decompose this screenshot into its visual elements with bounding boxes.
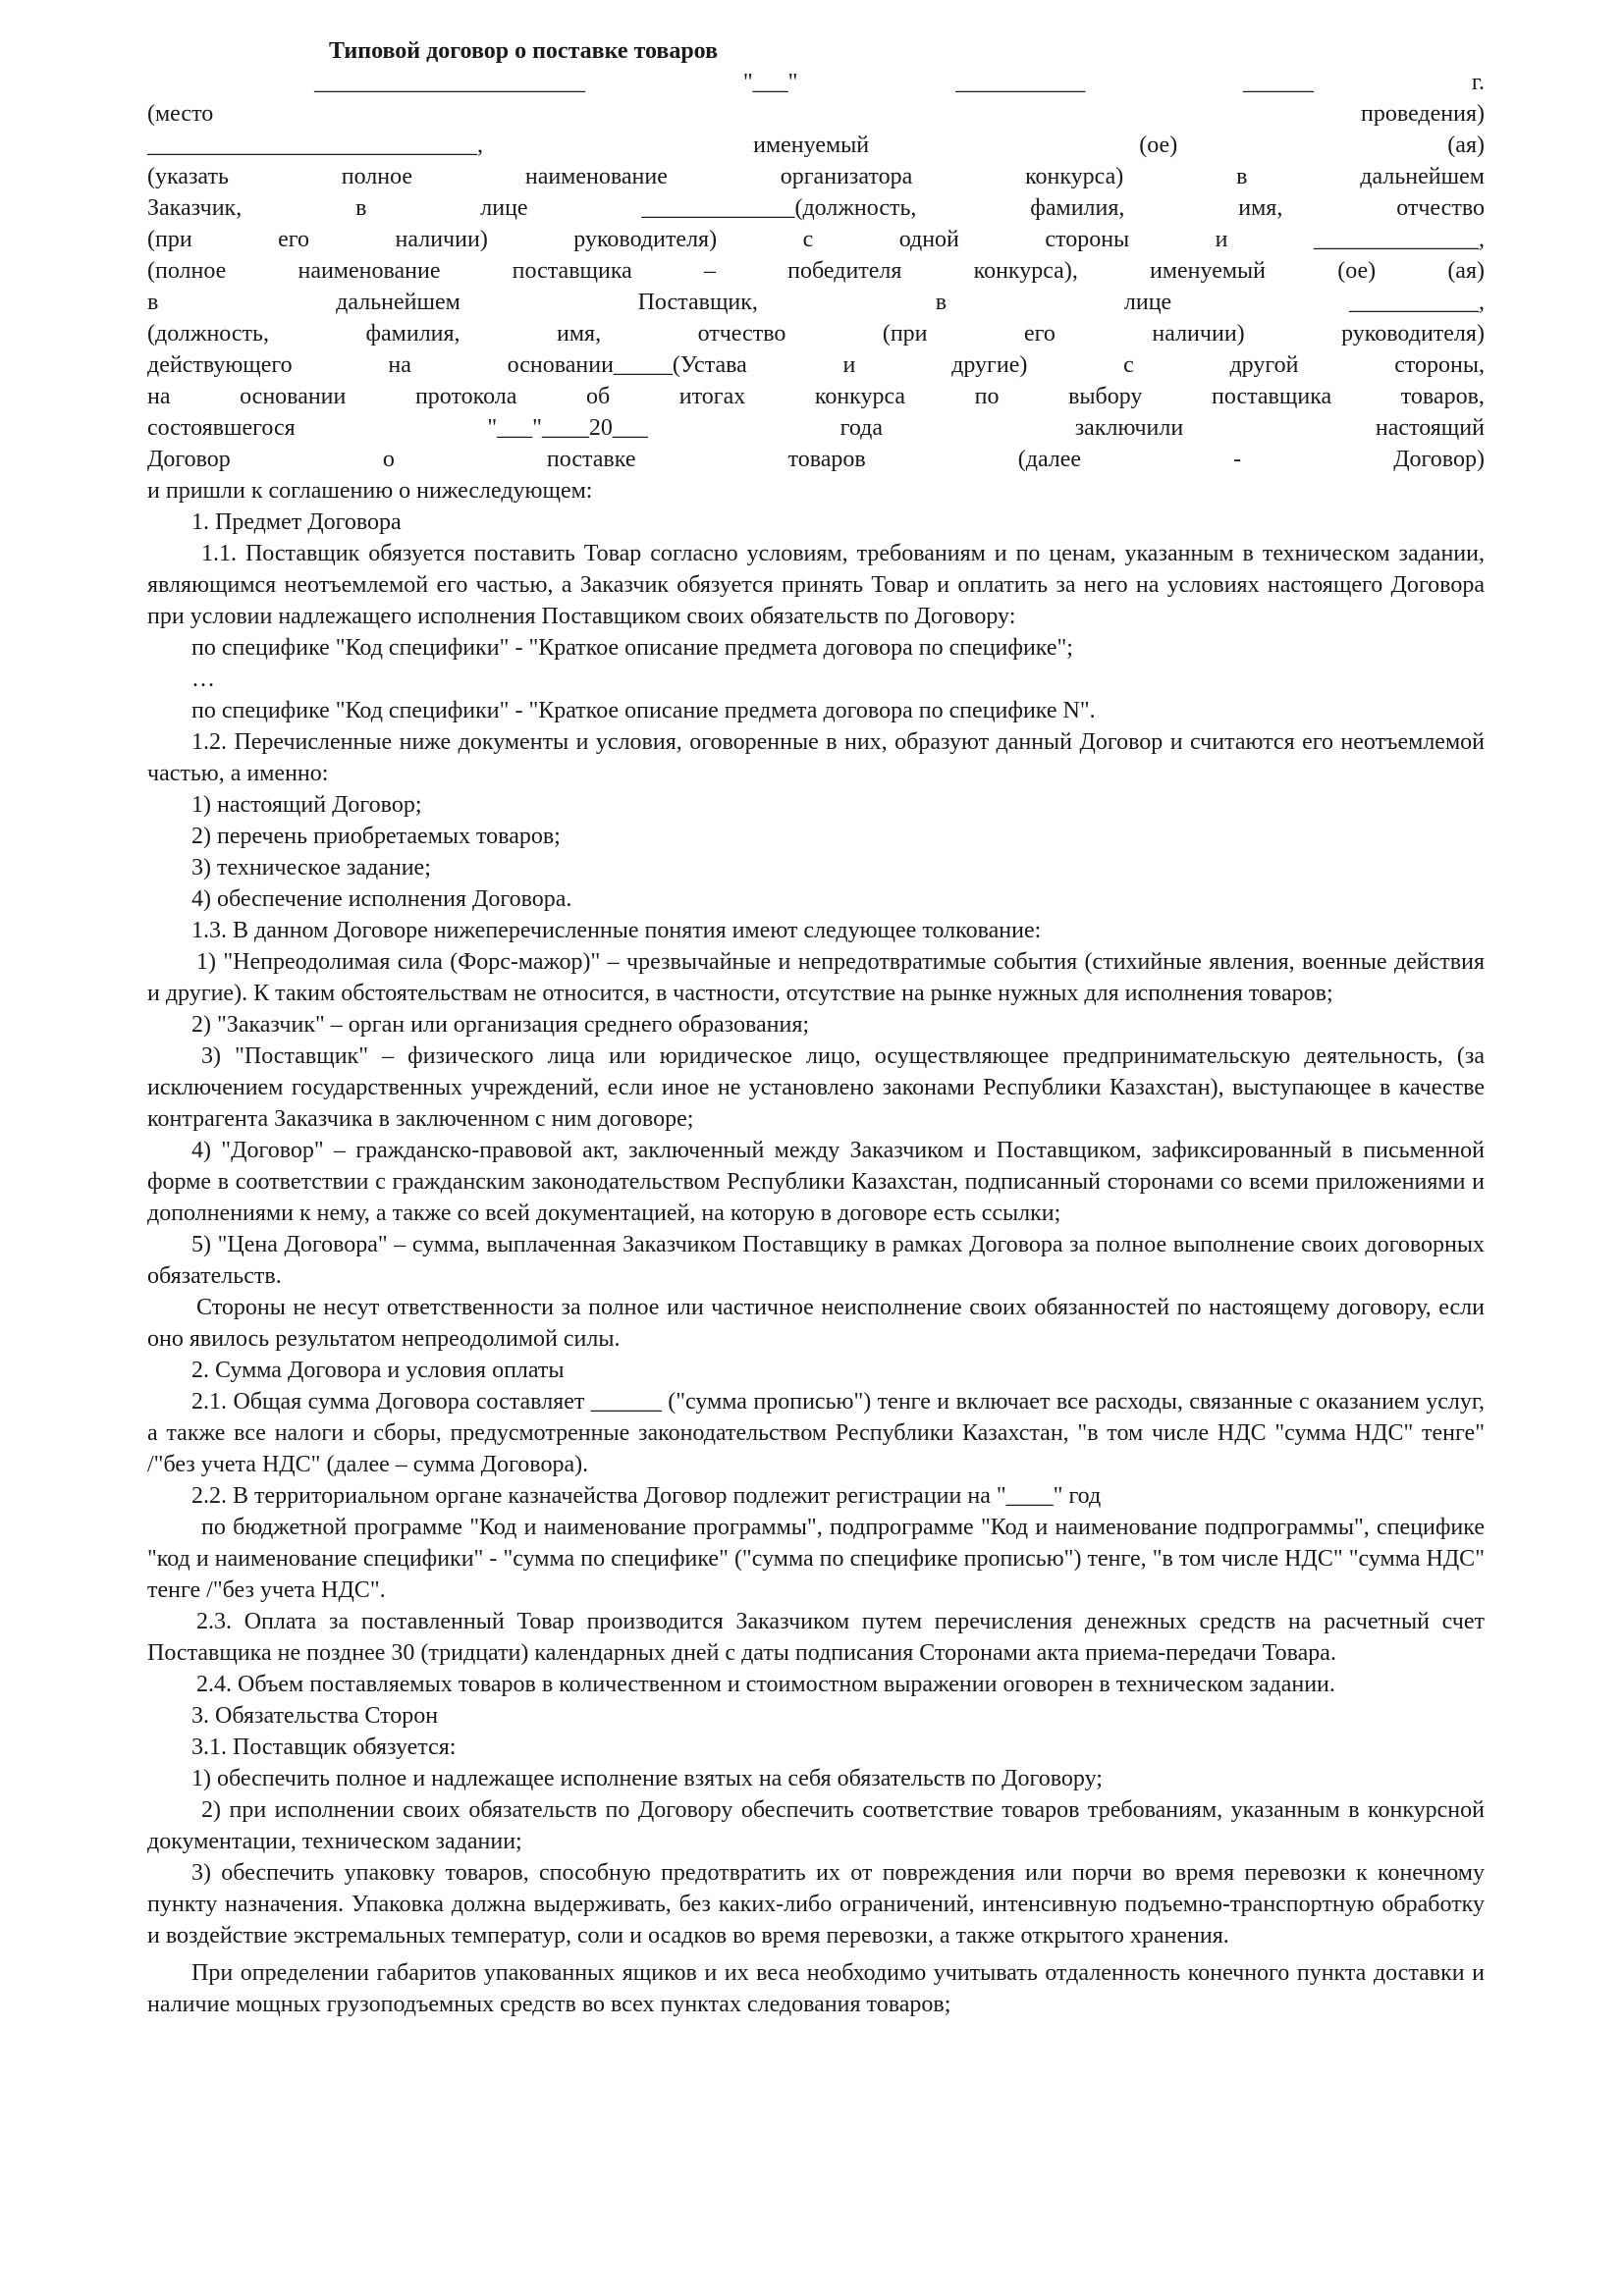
definition-supplier: 3) "Поставщик" – физического лица или юридическое лицо, осуществляющее предпринимательскую деятельность, (за исключением государственных учреждений, если иное не установлено законами Республики Казахстан), выступающее в качестве контрагента Заказчика в заключенном с ним договоре; bbox=[147, 1043, 1485, 1132]
preamble-row bbox=[147, 349, 1485, 381]
preamble-word: (полное bbox=[147, 258, 227, 284]
preamble-closing: и пришли к соглашению о нижеследующем: bbox=[147, 478, 593, 504]
definition-price: 5) "Цена Договора" – сумма, выплаченная Заказчиком Поставщику в рамках Договора за полное выполнение своих договорных обязательств. bbox=[147, 1232, 1485, 1289]
preamble-word: (указать bbox=[147, 164, 229, 189]
section-heading: 2. Сумма Договора и условия оплаты bbox=[191, 1358, 565, 1383]
preamble-word: действующего bbox=[147, 352, 293, 378]
clause-2-2: 2.2. В территориальном органе казначейства Договор подлежит регистрации на "____" год bbox=[191, 1483, 1102, 1509]
clause-2-1: 2.1. Общая сумма Договора составляет ______ ("сумма прописью") тенге и включает все расходы, связанные с оказанием услуг, а также все налоги и сборы, предусмотренные законодательством Республики Казахстан, "в том числе НДС "сумма НДС" тенге" /"без учета НДС" (далее – сумма Договора). bbox=[147, 1389, 1485, 1477]
list-item: 3) техническое задание; bbox=[191, 855, 431, 881]
clause-1-3: 1.3. В данном Договоре нижеперечисленные понятия имеют следующее толкование: bbox=[191, 918, 1042, 943]
preamble-word: имя, bbox=[1238, 195, 1283, 221]
preamble-word: и bbox=[1215, 227, 1228, 252]
preamble-word: Договор bbox=[147, 447, 231, 472]
preamble-word: конкурса bbox=[814, 384, 906, 409]
clause-1-1: 1.1. Поставщик обязуется поставить Товар согласно условиям, требованиям и по ценам, указанным в техническом задании, являющимся неотъемлемой его частью, а Заказчик обязуется принять Товар и оплатить за него на условиях настоящего Договора при условии надлежащего исполнения Поставщиком своих обязательств по Договору: bbox=[147, 541, 1485, 629]
preamble-word: основании_____(Устава bbox=[507, 352, 747, 378]
force-majeure-clause: Стороны не несут ответственности за полное или частичное неисполнение своих обязанностей по настоящему договору, если оно явилось результатом непреодолимой силы. bbox=[147, 1295, 1485, 1352]
preamble-row bbox=[147, 412, 1485, 444]
obligation-item: 3) обеспечить упаковку товаров, способную предотвратить их от повреждения или порчи во время перевозки к конечному пункту назначения. Упаковка должна выдерживать, без каких-либо ограничений, интенсивную подъемно-транспортную обработку и воздействие экстремальных температур, соли и осадков во время перевозки, а также открытого хранения. bbox=[147, 1860, 1485, 1949]
preamble-word: наличии) bbox=[395, 227, 488, 252]
preamble-word: другой bbox=[1229, 352, 1299, 378]
clause-1-2: 1.2. Перечисленные ниже документы и условия, оговоренные в них, образуют данный Договор и считаются его неотъемлемой частью, а именно: bbox=[147, 729, 1485, 786]
preamble-word: конкурса) bbox=[1025, 164, 1124, 189]
preamble-word: (ая) bbox=[1447, 258, 1485, 284]
preamble-word: Заказчик, bbox=[147, 195, 243, 221]
preamble-word: (далее bbox=[1017, 447, 1082, 472]
preamble-word: отчество bbox=[1396, 195, 1485, 221]
preamble-word: проведения) bbox=[1361, 101, 1485, 127]
clause-2-3: 2.3. Оплата за поставленный Товар производится Заказчиком путем перечисления денежных средств на расчетный счет Поставщика не позднее 30 (тридцати) календарных дней с даты подписания Сторонами акта приема-передачи Товара. bbox=[147, 1609, 1485, 1666]
preamble-word: в bbox=[355, 195, 367, 221]
preamble-row bbox=[147, 444, 1485, 475]
preamble-word: ______ bbox=[1243, 70, 1315, 95]
preamble-word: именуемый bbox=[1150, 258, 1267, 284]
preamble-word: другие) bbox=[951, 352, 1028, 378]
preamble-word: (при bbox=[147, 227, 192, 252]
preamble-word: "___"____20___ bbox=[487, 415, 648, 441]
preamble-word: в bbox=[1236, 164, 1248, 189]
preamble-row bbox=[147, 224, 1485, 255]
definition-customer: 2) "Заказчик" – орган или организация среднего образования; bbox=[191, 1012, 810, 1038]
obligation-item: 2) при исполнении своих обязательств по Договору обеспечить соответствие товаров требованиям, указанным в конкурсной документации, техническом задании; bbox=[147, 1797, 1485, 1854]
preamble-word: в bbox=[935, 290, 947, 315]
preamble-word: (ая) bbox=[1447, 133, 1485, 158]
preamble-word: (ое) bbox=[1337, 258, 1377, 284]
preamble-word: наименование bbox=[524, 164, 668, 189]
preamble-word: фамилия, bbox=[365, 321, 460, 347]
section-heading: 3. Обязательства Сторон bbox=[191, 1703, 439, 1729]
preamble-word: наличии) bbox=[1152, 321, 1245, 347]
preamble-word: Договор) bbox=[1393, 447, 1485, 472]
preamble-word: поставке bbox=[546, 447, 636, 472]
preamble-word: конкурса), bbox=[973, 258, 1078, 284]
preamble-word: с bbox=[802, 227, 814, 252]
preamble-word: настоящий bbox=[1375, 415, 1485, 441]
list-item: 2) перечень приобретаемых товаров; bbox=[191, 824, 561, 849]
preamble-word: - bbox=[1233, 447, 1242, 472]
preamble-word: протокола bbox=[414, 384, 517, 409]
preamble-word: лице bbox=[480, 195, 528, 221]
preamble-word: (место bbox=[147, 101, 214, 127]
preamble-word: товаров bbox=[787, 447, 866, 472]
preamble-word: и bbox=[842, 352, 856, 378]
clause-1-1-item: по специфике "Код специфики" - "Краткое описание предмета договора по специфике"; bbox=[191, 635, 1073, 661]
document-title: Типовой договор о поставке товаров bbox=[329, 38, 719, 64]
preamble-word: наименование bbox=[298, 258, 441, 284]
preamble-word: руководителя) bbox=[573, 227, 718, 252]
preamble-word: о bbox=[382, 447, 395, 472]
preamble-row bbox=[147, 318, 1485, 349]
preamble-word: ___________ bbox=[955, 70, 1086, 95]
preamble-word: об bbox=[585, 384, 611, 409]
preamble-word: поставщика bbox=[512, 258, 632, 284]
preamble-word: выбору bbox=[1068, 384, 1143, 409]
preamble-row bbox=[147, 287, 1485, 318]
preamble-word: товаров, bbox=[1400, 384, 1485, 409]
preamble-word: – bbox=[703, 258, 716, 284]
clause-3-1: 3.1. Поставщик обязуется: bbox=[191, 1735, 457, 1760]
preamble-word: "___" bbox=[742, 70, 798, 95]
obligation-item: 1) обеспечить полное и надлежащее исполнение взятых на себя обязательств по Договору; bbox=[191, 1766, 1103, 1791]
preamble-word: г. bbox=[1471, 70, 1485, 95]
preamble-word: одной bbox=[898, 227, 959, 252]
preamble-word: его bbox=[278, 227, 310, 252]
preamble-word: Поставщик, bbox=[637, 290, 758, 315]
preamble-word: стороны bbox=[1045, 227, 1130, 252]
preamble-word: ______________, bbox=[1313, 227, 1485, 252]
preamble-word: на bbox=[147, 384, 171, 409]
clause-2-4: 2.4. Объем поставляемых товаров в количественном и стоимостном выражении оговорен в техническом задании. bbox=[196, 1672, 1335, 1697]
preamble-word: состоявшегося bbox=[147, 415, 296, 441]
preamble-word: заключили bbox=[1074, 415, 1184, 441]
preamble-row bbox=[147, 130, 1485, 161]
preamble-word: организатора bbox=[780, 164, 913, 189]
preamble-word: (при bbox=[882, 321, 928, 347]
preamble-row bbox=[147, 67, 1485, 98]
clause-2-2-budget: по бюджетной программе "Код и наименование программы", подпрограмме "Код и наименование подпрограммы", специфике "код и наименование специфики" - "сумма по специфике" ("сумма по специфике прописью") тенге, "в том числе НДС" "сумма НДС" тенге /"без учета НДС". bbox=[147, 1515, 1485, 1603]
preamble-word: итогах bbox=[678, 384, 746, 409]
preamble-word: основании bbox=[240, 384, 347, 409]
preamble-word: дальнейшем bbox=[336, 290, 460, 315]
preamble-word: фамилия, bbox=[1030, 195, 1125, 221]
definition-force-majeure: 1) "Непреодолимая сила (Форс-мажор)" – чрезвычайные и непредотвратимые события (стихийные явления, военные действия и другие). К таким обстоятельствам не относится, в частности, отсутствие на рынке нужных для исполнения товаров; bbox=[147, 949, 1485, 1006]
preamble-word: ____________________________, bbox=[147, 133, 483, 158]
preamble-word: (должность, bbox=[147, 321, 269, 347]
preamble-word: на bbox=[388, 352, 411, 378]
preamble-word: ___________, bbox=[1349, 290, 1485, 315]
clause-1-1-item: по специфике "Код специфики" - "Краткое описание предмета договора по специфике N". bbox=[191, 698, 1096, 723]
preamble-row bbox=[147, 381, 1485, 412]
preamble-word: дальнейшем bbox=[1360, 164, 1485, 189]
clause-1-1-ellipsis: … bbox=[191, 667, 215, 692]
definition-contract: 4) "Договор" – гражданско-правовой акт, заключенный между Заказчиком и Поставщиком, зафиксированный в письменной форме в соответствии с гражданским законодательством Республики Казахстан, подписанный сторонами со всеми приложениями и дополнениями к нему, а также со всей документацией, на которую в договоре есть ссылки; bbox=[147, 1138, 1485, 1226]
preamble-word: стороны, bbox=[1394, 352, 1485, 378]
section-heading: 1. Предмет Договора bbox=[191, 509, 402, 535]
preamble-word: руководителя) bbox=[1341, 321, 1485, 347]
preamble-row bbox=[147, 161, 1485, 192]
preamble-word: в bbox=[147, 290, 159, 315]
preamble-word: года bbox=[839, 415, 884, 441]
preamble-word: его bbox=[1024, 321, 1056, 347]
list-item: 4) обеспечение исполнения Договора. bbox=[191, 886, 572, 912]
preamble-word: полное bbox=[341, 164, 413, 189]
preamble-word: по bbox=[974, 384, 1000, 409]
packaging-note: При определении габаритов упакованных ящиков и их веса необходимо учитывать отдаленность конечного пункта доставки и наличие мощных грузоподъемных средств во всех пунктах следования товаров; bbox=[147, 1960, 1485, 2017]
preamble-word: отчество bbox=[697, 321, 786, 347]
preamble-row bbox=[147, 255, 1485, 287]
preamble-word: _____________(должность, bbox=[641, 195, 917, 221]
preamble-word: _______________________ bbox=[314, 70, 585, 95]
preamble-word: лице bbox=[1123, 290, 1172, 315]
contract-document bbox=[147, 35, 1485, 2020]
preamble-row bbox=[147, 192, 1485, 224]
preamble-row bbox=[147, 98, 1485, 130]
preamble-word: имя, bbox=[557, 321, 602, 347]
preamble-word: поставщика bbox=[1212, 384, 1332, 409]
preamble-word: (ое) bbox=[1139, 133, 1178, 158]
preamble-word: победителя bbox=[787, 258, 902, 284]
list-item: 1) настоящий Договор; bbox=[191, 792, 422, 818]
preamble-word: именуемый bbox=[753, 133, 870, 158]
preamble-word: с bbox=[1123, 352, 1134, 378]
